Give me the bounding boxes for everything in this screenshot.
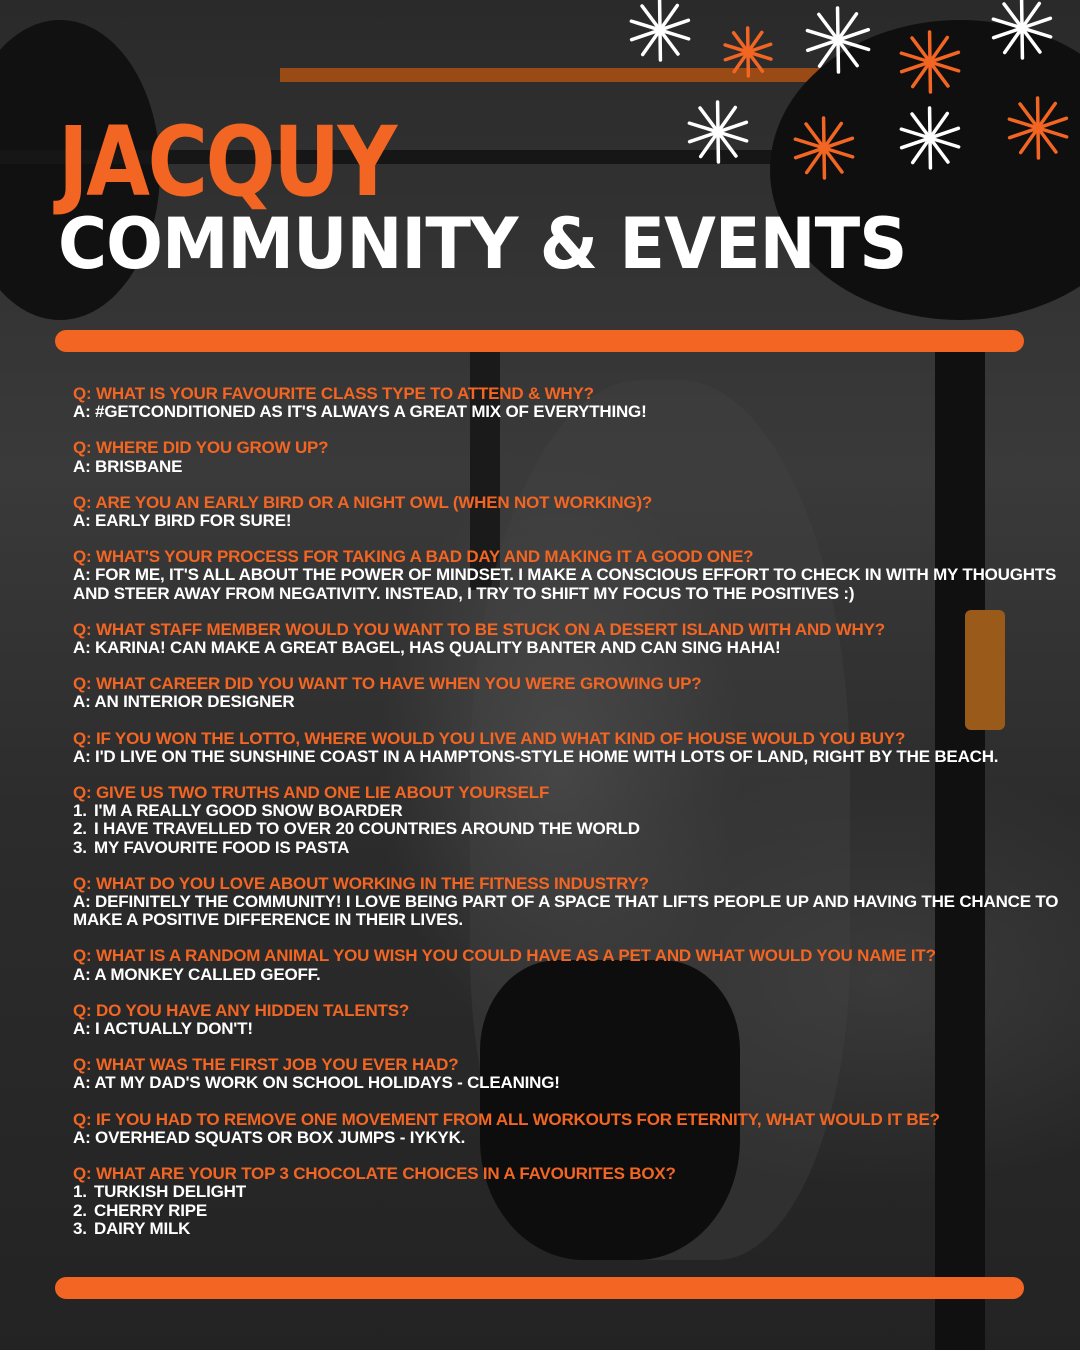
- qa-item: [73, 730, 1073, 766]
- qa-item: [73, 875, 1073, 930]
- answer-text: A: I'D LIVE ON THE SUNSHINE COAST IN A HAMPTONS-STYLE HOME WITH LOTS OF LAND, RIGHT BY THE BEACH.: [73, 746, 999, 766]
- divider-top: [55, 330, 1024, 352]
- list-number: 1.: [73, 1182, 87, 1202]
- question-text: Q: WHAT IS A RANDOM ANIMAL YOU WISH YOU COULD HAVE AS A PET AND WHAT WOULD YOU NAME IT?: [73, 946, 936, 966]
- question-text: Q: GIVE US TWO TRUTHS AND ONE LIE ABOUT YOURSELF: [73, 783, 550, 803]
- qa-item: [73, 947, 1073, 983]
- list-item-text: DAIRY MILK: [94, 1218, 191, 1238]
- question-text: Q: WHAT WAS THE FIRST JOB YOU EVER HAD?: [73, 1055, 459, 1075]
- answer-text: A: KARINA! CAN MAKE A GREAT BAGEL, HAS QUALITY BANTER AND CAN SING HAHA!: [73, 638, 781, 658]
- header: [58, 106, 946, 285]
- answer-text: A: I ACTUALLY DON'T!: [73, 1019, 253, 1039]
- question-text: Q: WHAT'S YOUR PROCESS FOR TAKING A BAD DAY AND MAKING IT A GOOD ONE?: [73, 547, 754, 567]
- starburst-icon: [725, 28, 771, 76]
- answer-text: A: #GETCONDITIONED AS IT'S ALWAYS A GREAT MIX OF EVERYTHING!: [73, 402, 647, 422]
- answer-list-item: [73, 1183, 1073, 1201]
- divider-bottom: [55, 1277, 1024, 1299]
- qa-item: [73, 439, 1073, 475]
- list-item-text: I'M A REALLY GOOD SNOW BOARDER: [94, 801, 403, 821]
- qa-list: [73, 385, 1073, 1256]
- question-text: Q: WHAT DO YOU LOVE ABOUT WORKING IN THE FITNESS INDUSTRY?: [73, 873, 649, 893]
- answer-text: A: OVERHEAD SQUATS OR BOX JUMPS - IYKYK.: [73, 1127, 466, 1147]
- qa-item: [73, 675, 1073, 711]
- member-name: JACQUY: [58, 106, 395, 218]
- answer-list-item: [73, 1220, 1073, 1238]
- list-number: 1.: [73, 801, 87, 821]
- list-item-text: CHERRY RIPE: [94, 1200, 208, 1220]
- question-text: Q: WHAT STAFF MEMBER WOULD YOU WANT TO BE STUCK ON A DESERT ISLAND WITH AND WHY?: [73, 619, 885, 639]
- starburst-icon: [1009, 98, 1066, 158]
- answer-list-item: [73, 839, 1073, 857]
- starburst-icon: [901, 32, 958, 92]
- qa-item: [73, 1002, 1073, 1038]
- answer-text: A: BRISBANE: [73, 456, 183, 476]
- list-number: 2.: [73, 1200, 87, 1220]
- qa-item: [73, 784, 1073, 857]
- answer-text: A: AN INTERIOR DESIGNER: [73, 692, 295, 712]
- question-text: Q: WHAT IS YOUR FAVOURITE CLASS TYPE TO ATTEND & WHY?: [73, 384, 594, 403]
- qa-item: [73, 494, 1073, 530]
- qa-item: [73, 1165, 1073, 1238]
- question-text: Q: WHERE DID YOU GROW UP?: [73, 438, 329, 458]
- list-number: 3.: [73, 837, 87, 857]
- answer-text: A: AT MY DAD'S WORK ON SCHOOL HOLIDAYS - CLEANING!: [73, 1073, 560, 1093]
- qa-item: [73, 1111, 1073, 1147]
- list-number: 2.: [73, 819, 87, 839]
- qa-item: [73, 385, 1073, 421]
- page-subtitle: COMMUNITY & EVENTS: [58, 203, 907, 285]
- list-item-text: I HAVE TRAVELLED TO OVER 20 COUNTRIES AROUND THE WORLD: [94, 819, 640, 839]
- question-text: Q: DO YOU HAVE ANY HIDDEN TALENTS?: [73, 1000, 410, 1020]
- question-text: Q: ARE YOU AN EARLY BIRD OR A NIGHT OWL (WHEN NOT WORKING)?: [73, 492, 653, 512]
- answer-list-item: [73, 820, 1073, 838]
- list-item-text: TURKISH DELIGHT: [94, 1182, 246, 1202]
- list-number: 3.: [73, 1218, 87, 1238]
- question-text: Q: IF YOU HAD TO REMOVE ONE MOVEMENT FROM ALL WORKOUTS FOR ETERNITY, WHAT WOULD IT BE?: [73, 1109, 940, 1129]
- starburst-icon: [807, 8, 868, 72]
- qa-item: [73, 621, 1073, 657]
- starburst-icon: [993, 0, 1050, 58]
- question-text: Q: WHAT ARE YOUR TOP 3 CHOCOLATE CHOICES IN A FAVOURITES BOX?: [73, 1164, 676, 1184]
- answer-text: A: FOR ME, IT'S ALL ABOUT THE POWER OF MINDSET. I MAKE A CONSCIOUS EFFORT TO CHECK IN WITH MY THOUGHTS AND STEER AWAY FROM NEGATIVITY. INSTEAD, I TRY TO SHIFT MY FOCUS TO THE POSITIVES :): [73, 565, 1057, 603]
- answer-text: A: A MONKEY CALLED GEOFF.: [73, 964, 321, 984]
- qa-item: [73, 1056, 1073, 1092]
- question-text: Q: IF YOU WON THE LOTTO, WHERE WOULD YOU LIVE AND WHAT KIND OF HOUSE WOULD YOU BUY?: [73, 728, 906, 748]
- starburst-icon: [631, 0, 688, 60]
- answer-text: A: EARLY BIRD FOR SURE!: [73, 511, 292, 531]
- question-text: Q: WHAT CAREER DID YOU WANT TO HAVE WHEN YOU WERE GROWING UP?: [73, 674, 702, 694]
- answer-list-item: [73, 802, 1073, 820]
- answer-text: A: DEFINITELY THE COMMUNITY! I LOVE BEING PART OF A SPACE THAT LIFTS PEOPLE UP AND HAVING THE CHANCE TO MAKE A POSITIVE DIFFERENCE IN THEIR LIVES.: [73, 892, 1059, 930]
- list-item-text: MY FAVOURITE FOOD IS PASTA: [94, 837, 350, 857]
- qa-item: [73, 548, 1073, 603]
- answer-list-item: [73, 1202, 1073, 1220]
